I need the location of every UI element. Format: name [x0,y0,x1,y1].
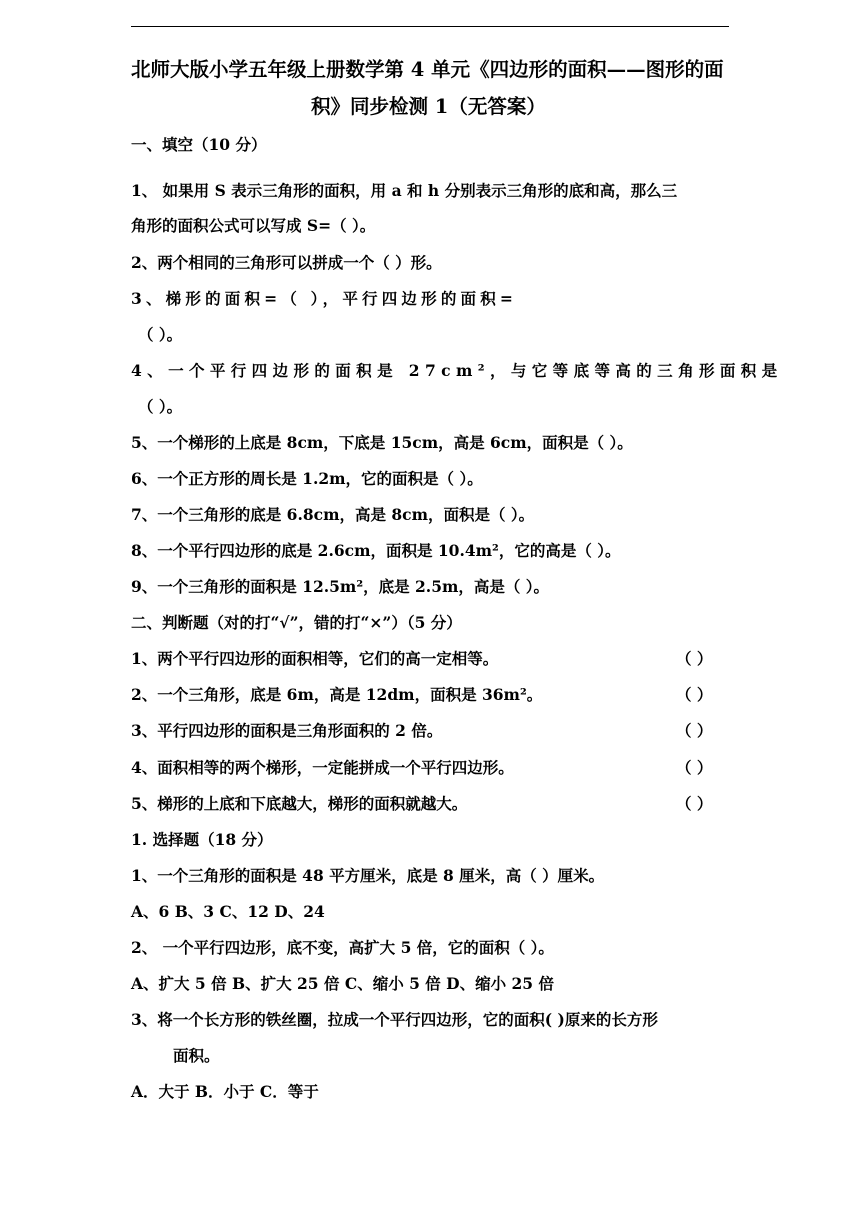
judge-item-4: 4、面积相等的两个梯形，一定能拼成一个平行四边形。 [131,758,514,777]
fill-q3-line-1: 3、梯形的面积=（ ），平行四边形的面积= [131,289,518,308]
choice-q3-line-2: 面积。 [173,1046,220,1065]
choice-q2-options: A、扩大 5 倍 B、扩大 25 倍 C、缩小 5 倍 D、缩小 25 倍 [131,974,554,993]
choice-q1-options: A、6 B、3 C、12 D、24 [131,902,325,921]
header-rule [131,26,729,27]
page-title-line-1: 北师大版小学五年级上册数学第 4 单元《四边形的面积——图形的面 [131,58,724,81]
judge-answer-3: （ ） [676,721,713,740]
fill-q4-line-2: （ ）。 [138,397,183,416]
fill-q8: 8、一个平行四边形的底是 2.6cm，面积是 10.4m²，它的高是（ ）。 [131,541,621,560]
choice-q3-options: A．大于 B．小于 C．等于 [131,1082,319,1101]
fill-q4-line-1: 4、一个平行四边形的面积是 27cm²，与它等底等高的三角形面积是 [131,361,783,380]
judge-item-3: 3、平行四边形的面积是三角形面积的 2 倍。 [131,721,443,740]
choice-q1: 1、一个三角形的面积是 48 平方厘米，底是 8 厘米，高（ ）厘米。 [131,866,605,885]
judge-item-2: 2、一个三角形，底是 6m，高是 12dm，面积是 36m²。 [131,685,543,704]
judge-answer-2: （ ） [676,685,713,704]
fill-q9: 9、一个三角形的面积是 12.5m²，底是 2.5m，高是（ ）。 [131,577,550,596]
judge-item-1: 1、两个平行四边形的面积相等，它们的高一定相等。 [131,649,499,668]
fill-q7: 7、一个三角形的底是 6.8cm，高是 8cm，面积是（ ）。 [131,505,535,524]
fill-q1-line-1: 1、 如果用 S 表示三角形的面积，用 a 和 h 分别表示三角形的底和高，那么三 [131,181,678,200]
fill-q5: 5、一个梯形的上底是 8cm，下底是 15cm，高是 6cm，面积是（ ）。 [131,433,633,452]
judge-answer-4: （ ） [676,758,713,777]
choice-q2: 2、 一个平行四边形，底不变，高扩大 5 倍，它的面积（ ）。 [131,938,554,957]
fill-q2: 2、两个相同的三角形可以拼成一个（ ）形。 [131,253,442,272]
fill-q1-line-2: 角形的面积公式可以写成 S=（ ）。 [131,216,376,235]
section-2-heading: 二、判断题（对的打“√”，错的打“×”）（5 分） [131,613,462,632]
choice-q3-line-1: 3、将一个长方形的铁丝圈，拉成一个平行四边形，它的面积( )原来的长方形 [131,1010,658,1029]
fill-q3-line-2: （ ）。 [138,325,183,344]
section-3-heading: 1. 选择题（18 分） [131,830,273,849]
judge-item-5: 5、梯形的上底和下底越大，梯形的面积就越大。 [131,794,468,813]
page-title-line-2: 积》同步检测 1（无答案） [311,95,546,118]
judge-answer-1: （ ） [676,649,713,668]
judge-answer-5: （ ） [676,794,713,813]
fill-q6: 6、一个正方形的周长是 1.2m，它的面积是（ ）。 [131,469,483,488]
section-1-heading: 一、填空（10 分） [131,135,267,154]
